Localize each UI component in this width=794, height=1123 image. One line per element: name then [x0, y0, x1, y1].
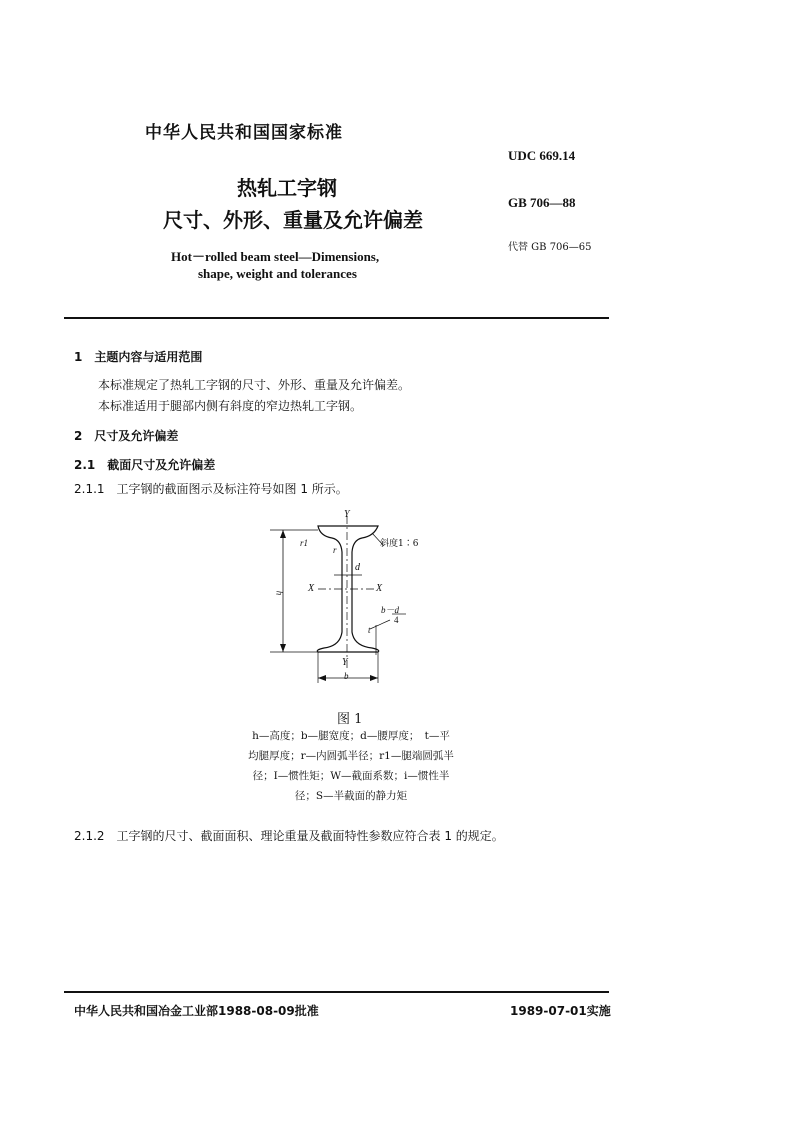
- effective-date: 1989-07-01实施: [510, 1004, 611, 1018]
- section-1-paragraph-2: 本标准适用于腿部内侧有斜度的窄边热轧工字钢。: [98, 399, 363, 413]
- flange-thickness-leader: [370, 620, 390, 629]
- width-arrow-right: [370, 675, 378, 681]
- udc-code: UDC 669.14: [508, 148, 576, 163]
- issuer-approval: 中华人民共和国冶金工业部1988-08-09批准: [74, 1004, 319, 1018]
- figure-label-fraction-denominator: 4: [394, 615, 399, 625]
- figure-caption-line-3: 径；I—惯性矩；W—截面系数；i—惯性半: [252, 770, 450, 782]
- section-2-heading: 2 尺寸及允许偏差: [74, 429, 179, 443]
- section-1-heading: 1 主题内容与适用范围: [74, 350, 203, 364]
- width-arrow-left: [318, 675, 326, 681]
- title-cn-line1: 热轧工字钢: [237, 176, 337, 200]
- figure-label-r1: r1: [300, 538, 309, 548]
- figure-label-y-top: Y: [344, 509, 350, 520]
- header-divider: [64, 317, 609, 319]
- title-cn-line2: 尺寸、外形、重量及允许偏差: [163, 208, 423, 232]
- figure-label-r: r: [333, 545, 337, 555]
- figure-label-x-left: X: [308, 583, 315, 594]
- height-arrow-top: [280, 530, 286, 538]
- figure-label-slope: 斜度1∶6: [380, 539, 419, 549]
- national-standard-title: 中华人民共和国国家标准: [145, 123, 343, 143]
- figure-label-t: t: [368, 625, 371, 635]
- section-2-1-1-text: 2.1.1 工字钢的截面图示及标注符号如图 1 所示。: [74, 482, 348, 496]
- section-2-1-2-text: 2.1.2 工字钢的尺寸、截面面积、理论重量及截面特性参数应符合表 1 的规定。: [74, 829, 504, 843]
- figure-caption-line-4: 径；S—半截面的静力矩: [294, 790, 408, 802]
- figure-label-fraction-numerator: b－d: [381, 605, 400, 615]
- section-1-paragraph-1: 本标准规定了热轧工字钢的尺寸、外形、重量及允许偏差。: [98, 378, 411, 392]
- figure-label-x-right: X: [376, 583, 383, 594]
- title-en-line1: Hot－rolled beam steel—Dimensions,: [171, 249, 380, 264]
- figure-label-d: d: [355, 562, 360, 573]
- gb-number: GB 706—88: [508, 195, 576, 210]
- figure-label-b: b: [344, 671, 349, 681]
- figure-label-y-bottom: Y: [342, 657, 348, 668]
- figure-label-h: h: [274, 590, 285, 596]
- replaces-standard: 代替 GB 706—65: [508, 242, 592, 253]
- section-2-1-heading: 2.1 截面尺寸及允许偏差: [74, 458, 216, 472]
- figure-caption-line-2: 均腿厚度；r—内圆弧半径；r1—腿端圆弧半: [248, 750, 454, 762]
- title-en-line2: shape, weight and tolerances: [198, 266, 357, 281]
- footer-divider: [64, 991, 609, 993]
- figure-caption-line-1: h—高度；b—腿宽度；d—腰厚度； t—平: [252, 730, 450, 742]
- height-arrow-bottom: [280, 644, 286, 652]
- figure-caption-title: 图 1: [337, 712, 363, 727]
